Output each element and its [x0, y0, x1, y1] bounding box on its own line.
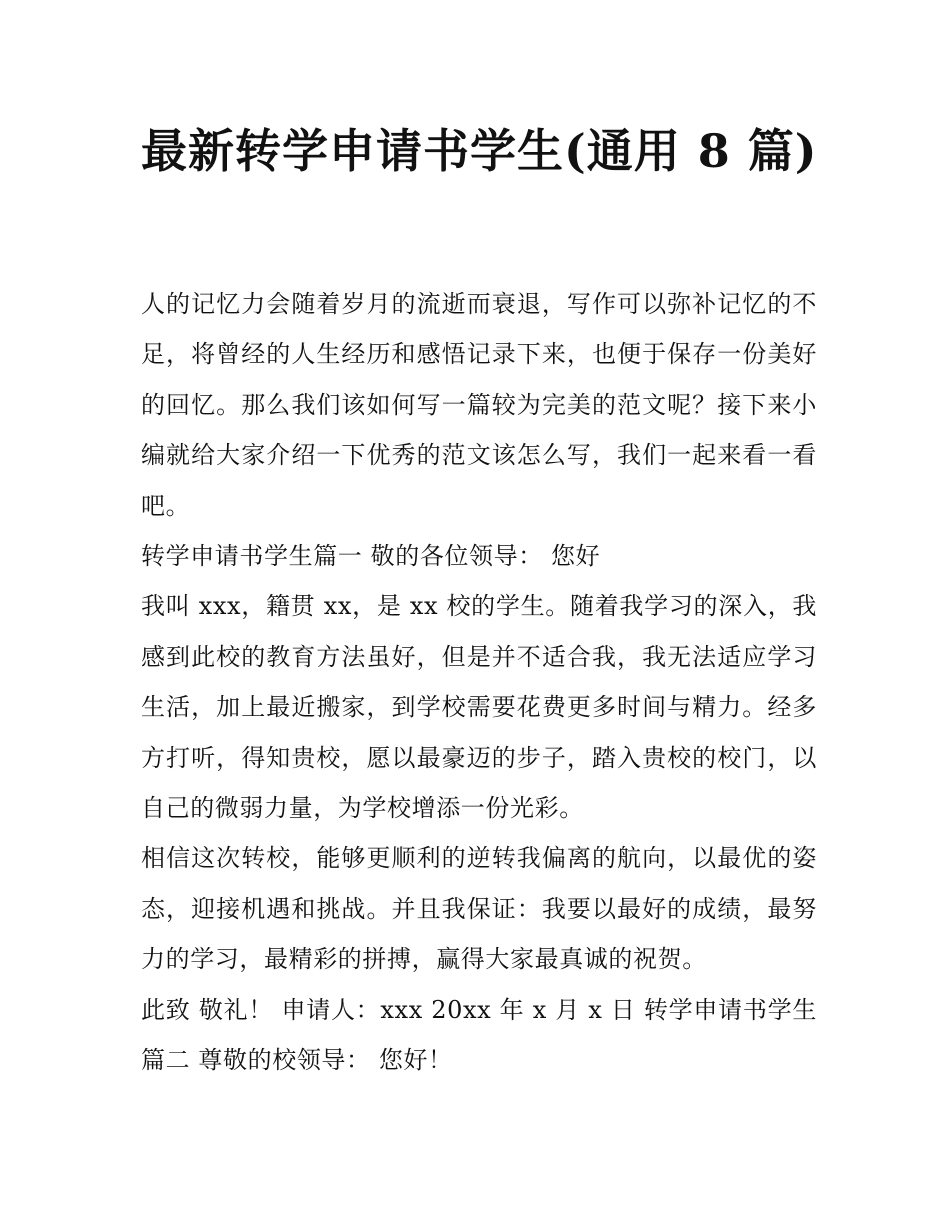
document-body: [141, 279, 817, 1086]
document-title: 最新转学申请书学生(通用 8 篇): [141, 124, 818, 178]
paragraph-self-introduction: 我叫 xxx，籍贯 xx，是 xx 校的学生。随着我学习的深入，我感到此校的教育方法虽好，但是并不适合我，我无法适应学习生活，加上最近搬家，到学校需要花费更多时间与精力。经多方打听，得知贵校，愿以最豪迈的步子，踏入贵校的校门，以自己的微弱力量，为学校增添一份光彩。: [141, 592, 817, 823]
paragraph-intro: 人的记忆力会随着岁月的流逝而衰退，写作可以弥补记忆的不足，将曾经的人生经历和感悟记录下来，也便于保存一份美好的回忆。那么我们该如何写一篇较为完美的范文呢？接下来小编就给大家介绍一下优秀的范文该怎么写，我们一起来看一看吧。: [141, 290, 817, 520]
paragraph-commitment: 相信这次转校，能够更顺利的逆转我偏离的航向，以最优的姿态，迎接机遇和挑战。并且我保证：我要以最好的成绩，最努力的学习，最精彩的拼搏，赢得大家最真诚的祝贺。: [141, 844, 817, 974]
paragraph-closing: 此致 敬礼！ 申请人：xxx 20xx 年 x 月 x 日 转学申请书学生篇二 尊敬的校领导： 您好！: [141, 995, 817, 1075]
paragraph-section-one-heading: 转学申请书学生篇一 敬的各位领导： 您好: [141, 542, 601, 571]
